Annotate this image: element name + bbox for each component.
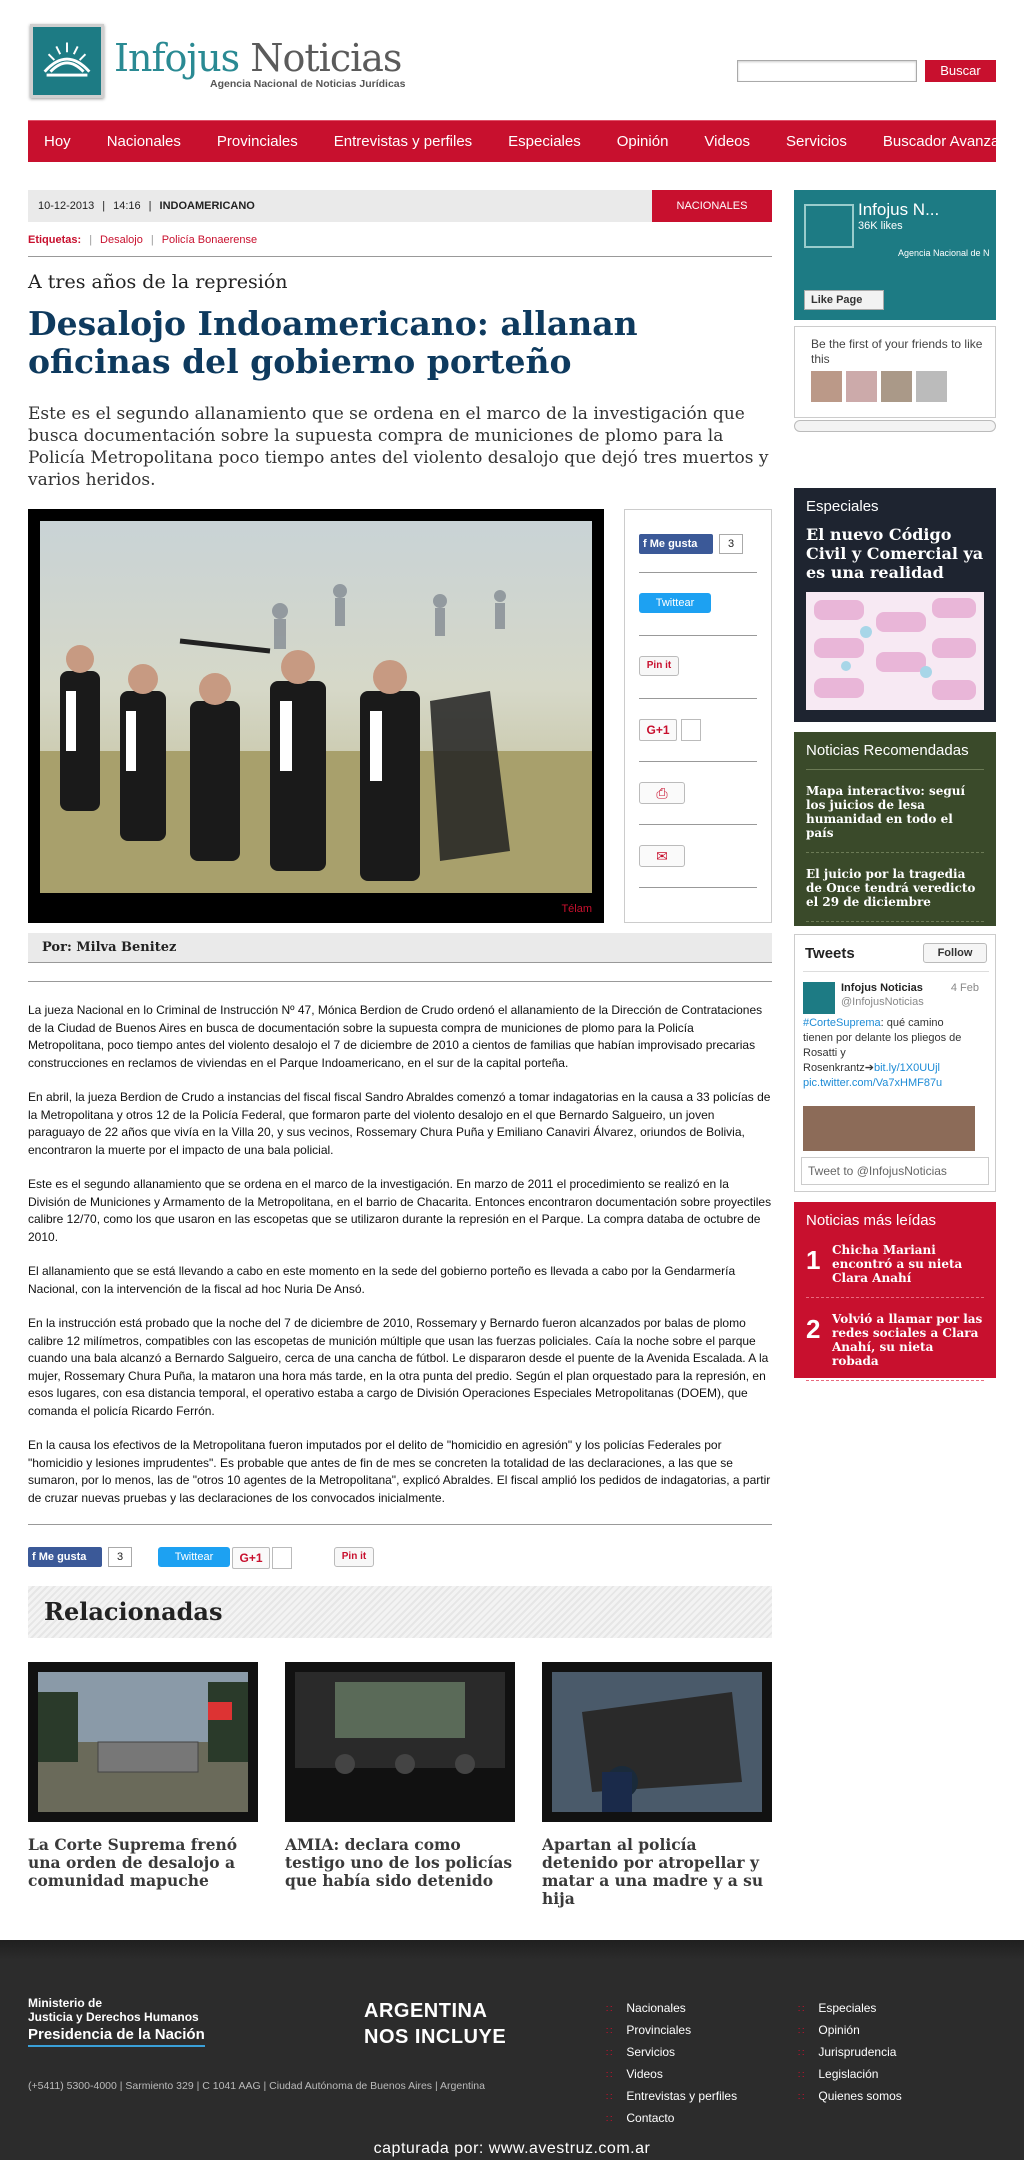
footer-gradient: [0, 1940, 1024, 1960]
footer-link[interactable]: ∷ Especiales: [798, 1998, 902, 2020]
nav-item-videos[interactable]: Videos: [704, 133, 751, 150]
especiales-image[interactable]: [806, 592, 984, 710]
fb-friends-text: Be the first of your friends to like this: [811, 337, 983, 366]
recomendada-link[interactable]: El juicio por la tragedia de Once tendrá veredicto el 29 de diciembre: [806, 867, 984, 922]
footer-link[interactable]: ∷ Quienes somos: [798, 2086, 902, 2108]
fb-banner-sub: Agencia Nacional de N: [898, 248, 990, 258]
tweet-date[interactable]: 4 Feb: [950, 982, 979, 994]
facebook-icon: f: [643, 538, 650, 550]
photo-credit: Télam: [561, 903, 592, 915]
article-time: 14:16: [113, 200, 141, 212]
tweet-list[interactable]: [803, 971, 989, 1151]
share-gplus: [639, 699, 757, 762]
footer-link[interactable]: ∷ Nacionales: [606, 1998, 737, 2020]
footer-link[interactable]: ∷ Entrevistas y perfiles: [606, 2086, 737, 2108]
article-body: [28, 981, 772, 1507]
facebook-icon: f: [32, 1551, 39, 1563]
logo-title[interactable]: [114, 36, 401, 80]
fb-like-label: Me gusta: [649, 538, 698, 550]
facebook-like-count: 3: [719, 534, 743, 554]
fb-page-avatar: [804, 204, 854, 248]
tweets-heading: Tweets: [805, 945, 855, 962]
especiales-box: [794, 488, 996, 722]
footer-link[interactable]: ∷ Legislación: [798, 2064, 902, 2086]
search-button[interactable]: Buscar: [925, 60, 996, 82]
share-email: [639, 825, 757, 888]
gplus-count-bottom: [272, 1547, 292, 1569]
sidebar: [794, 0, 996, 1400]
article-photo[interactable]: [40, 521, 592, 893]
article-paragraph: En la instrucción está probado que la noche del 7 de diciembre de 2010, Rossemary y Bernardo fueron alcanzados por balas de plomo calibre 12 milímetros, compatibles con las escopetas de munición múltiple que usan las fuerzas policiales. Caía la noche sobre el parque cuando una bala alcanzó a Bernardo Salgueiro, cerca de una cancha de fútbol. Le dispararon desde el puente de la Avenida Escalada. A la mujer, Rossemary Chura Puña, la mataron una hora más tarde, en la otra punta del predio. Según el plan orquestado para la represión, en esos lugares, con esa distancia temporal, el operativo estaba a cargo de División Operaciones Especiales Metropolitanas (DOEM), que comanda el policía Ricardo Ferrón.: [28, 1316, 769, 1418]
mas-leida-title[interactable]: Chicha Mariani encontró a su nieta Clara Anahí: [832, 1243, 963, 1285]
related-title[interactable]: AMIA: declara como testigo uno de los policías que había sido detenido: [285, 1835, 513, 1890]
avatar[interactable]: [881, 371, 912, 402]
gplus-button-bottom[interactable]: G+1: [232, 1547, 270, 1569]
nav-item-hoy[interactable]: Hoy: [44, 133, 71, 150]
printer-icon[interactable]: ⎙: [639, 782, 685, 804]
tags-label: Etiquetas:: [28, 234, 82, 246]
nav-item-nacionales[interactable]: Nacionales: [106, 133, 181, 150]
tweet-author-handle[interactable]: @InfojusNoticias: [841, 996, 924, 1008]
avatar[interactable]: [846, 371, 877, 402]
article-section[interactable]: INDOAMERICANO: [159, 200, 255, 212]
capture-credit: capturada por: www.avestruz.com.ar: [373, 2140, 651, 2157]
related-list: [28, 1662, 772, 1908]
tweet-hashtag[interactable]: #CorteSuprema: [803, 1017, 881, 1029]
logo-subtitle: Agencia Nacional de Noticias Jurídicas: [210, 78, 406, 90]
share-twitter: [639, 573, 757, 636]
article-media: [28, 509, 772, 923]
footer-ministry[interactable]: [28, 1996, 199, 2024]
facebook-like-button[interactable]: [639, 534, 713, 554]
category-badge[interactable]: NACIONALES: [652, 190, 772, 222]
footer-argentina-logo[interactable]: [364, 1998, 506, 2050]
footer-address: (+5411) 5300-4000 | Sarmiento 329 | C 1041 AAG | Ciudad Autónoma de Buenos Aires | Argentina: [28, 2080, 485, 2092]
nav-item-entrevistas[interactable]: Entrevistas y perfiles: [333, 133, 473, 150]
nav-item-buscador[interactable]: Buscador Avanzado: [882, 133, 1017, 150]
footer-link[interactable]: ∷ Jurisprudencia: [798, 2042, 902, 2064]
article-date: 10-12-2013: [38, 200, 95, 212]
recomendadas-box: [794, 732, 996, 926]
footer-links-col-1: [606, 1998, 737, 2130]
tweet-text: [803, 1016, 973, 1091]
site-footer: [0, 1940, 1024, 2160]
pinterest-button-bottom[interactable]: Pin it: [334, 1547, 374, 1567]
logo-name-a: Infojus: [114, 36, 240, 80]
fb-scrollbar[interactable]: [794, 420, 996, 432]
tweet-button-bottom[interactable]: Twittear: [158, 1547, 230, 1567]
pinterest-button[interactable]: Pin it: [639, 656, 679, 676]
envelope-icon[interactable]: ✉: [639, 845, 685, 867]
related-heading: Relacionadas: [28, 1586, 772, 1638]
especiales-title[interactable]: El nuevo Código Civil y Comercial ya es una realidad: [806, 525, 984, 582]
tweet-link[interactable]: bit.ly/1X0UUjl: [873, 1062, 940, 1074]
related-image[interactable]: [285, 1662, 515, 1822]
share-facebook: [639, 510, 757, 573]
recomendada-link[interactable]: Mapa interactivo: seguí los juicios de lesa humanidad en todo el país: [806, 784, 984, 853]
footer-link[interactable]: ∷ Provinciales: [606, 2020, 737, 2042]
tweet-compose-input[interactable]: Tweet to @InfojusNoticias: [801, 1157, 989, 1185]
mas-leida-item[interactable]: [806, 1243, 984, 1298]
related-card[interactable]: [28, 1662, 258, 1890]
share-print: [639, 762, 757, 825]
footer-links-col-2: [798, 1998, 902, 2108]
facebook-like-button-bottom[interactable]: [28, 1547, 102, 1567]
nav-item-opinion[interactable]: Opinión: [616, 133, 669, 150]
article-paragraph: En la causa los efectivos de la Metropolitana fueron imputados por el delito de "homicidio en agresión" y los policías Federales por "homicidio y lesiones imprudentes". Es probable que antes de fin de mes se concreten la totalidad de las declaraciones, a las que se sumaron, por lo menos, las de "otros 10 agentes de la Metropolitana", explicó Abraldes. El fiscal amplió los pedidos de indagatorias, a partir de cruzar nuevas pruebas y las declaraciones de los convocados inicialmente.: [28, 1438, 771, 1505]
facebook-page-widget[interactable]: [794, 190, 996, 320]
footer-presidencia[interactable]: Presidencia de la Nación: [28, 2026, 205, 2047]
article-author: Por: Milva Benitez: [28, 933, 772, 963]
article-paragraph: En abril, la jueza Berdion de Crudo a instancias del fiscal fiscal Sandro Abraldes comenzó a tomar indagatorias en la causa a 33 policías de la Metropolitana y otros 12 de la Policía Federal, que formaron parte del violento desalojo en el que Bernardo Salgueiro, un joven paraguayo de 22 años que vivía en la Villa 20, y sus vecinos, Rossemary Chura Puña y Emiliano Canaviri Álvarez, oriundos de Bolivia, encontraron la muerte por el impacto de una bala policial.: [28, 1090, 771, 1157]
related-title[interactable]: Apartan al policía detenido por atropellar y matar a una madre y a su hija: [542, 1835, 764, 1908]
twitter-follow-button[interactable]: Follow: [923, 943, 987, 963]
share-column: [624, 509, 772, 923]
fb-friends-box: [794, 326, 996, 418]
logo-name-b: Noticias: [239, 36, 402, 80]
article-meta-bar: 10-12-2013 | 14:16 | INDOAMERICANO NACIONALES: [28, 190, 772, 222]
tweet-pic-link[interactable]: pic.twitter.com/Va7xHMF87u: [803, 1077, 943, 1089]
arg-line-1: ARGENTINA: [364, 2000, 488, 2022]
related-image[interactable]: [28, 1662, 258, 1822]
footer-link[interactable]: ∷ Servicios: [606, 2042, 737, 2064]
avatar[interactable]: [803, 982, 835, 1014]
fb-page-likes: 36K likes: [858, 220, 903, 232]
tags-row: Etiquetas: | Desalojo | Policía Bonaerense: [28, 234, 772, 257]
photo-frame: [28, 509, 604, 923]
fb-like-page-button[interactable]: Like Page: [804, 290, 884, 310]
article-column: [28, 190, 772, 1908]
gplus-button[interactable]: G+1: [639, 719, 677, 741]
gplus-count: [681, 719, 701, 741]
infojus-logo-icon[interactable]: [30, 24, 104, 98]
tweet-image[interactable]: [803, 1106, 975, 1151]
facebook-like-count-bottom: 3: [108, 1547, 132, 1567]
tweet-author-name[interactable]: Infojus Noticias: [841, 982, 923, 994]
mas-leida-rank: 1: [806, 1245, 821, 1275]
avatar[interactable]: [811, 371, 842, 402]
footer-link[interactable]: ∷ Opinión: [798, 2020, 902, 2042]
fb-friends-avatars: [811, 371, 947, 402]
article-paragraph: Este es el segundo allanamiento que se ordena en el marco de la investigación. En marzo de 2011 el procedimiento se realizó en la División de Municiones y Armamento de la Metropolitana, en el barrio de Chacarita. Entonces encontraron documentación sobre proyectiles calibre 12/70, como los que usaron en las escopetas que se utilizaron durante la represión en el Parque. La compra databa de octubre de 2010.: [28, 1177, 772, 1244]
article-headline: Desalojo Indoamericano: allanan oficinas del gobierno porteño: [28, 304, 638, 381]
nav-item-provinciales[interactable]: Provinciales: [216, 133, 298, 150]
related-image[interactable]: [542, 1662, 772, 1822]
ministry-line-2: Justicia y Derechos Humanos: [28, 2010, 199, 2024]
share-pinterest: [639, 636, 757, 699]
tweet-button[interactable]: Twittear: [639, 593, 711, 613]
nav-item-servicios[interactable]: Servicios: [786, 133, 847, 150]
especiales-heading[interactable]: Especiales: [806, 498, 879, 515]
tag-link[interactable]: Policía Bonaerense: [161, 234, 258, 246]
nav-item-especiales[interactable]: Especiales: [508, 133, 581, 150]
related-card[interactable]: [285, 1662, 515, 1890]
fb-page-name[interactable]: Infojus N...: [858, 200, 940, 219]
avatar[interactable]: [916, 371, 947, 402]
related-title[interactable]: La Corte Suprema frenó una orden de desalojo a comunidad mapuche: [28, 1835, 238, 1890]
recomendadas-heading: Noticias Recomendadas: [806, 742, 984, 770]
tweets-widget: [794, 934, 996, 1192]
fb-like-label: Me gusta: [38, 1551, 87, 1563]
mas-leida-item[interactable]: [806, 1312, 984, 1381]
bottom-share-bar: [28, 1524, 772, 1580]
article-paragraph: La jueza Nacional en lo Criminal de Instrucción Nº 47, Mónica Berdion de Crudo ordenó el allanamiento de la Dirección de Contrataciones de la Ciudad de Buenos Aires en busca de documentación sobre la supuesta compra de municiones de plomo para la Policía Metropolitana, poco tiempo antes del violento desalojo el 7 de diciembre de 2010 a cientos de familias que habían improvisado precarias construcciones en reclamos de viviendas en el Parque Indoamericano, en el sur de la capital porteña.: [28, 1003, 763, 1070]
tag-link[interactable]: Desalojo: [100, 234, 143, 246]
mas-leida-rank: 2: [806, 1314, 821, 1344]
arg-line-2: NOS INCLUYE: [364, 2026, 507, 2048]
mas-leida-title[interactable]: Volvió a llamar por las redes sociales a Clara Anahí, su nieta robada: [832, 1312, 983, 1368]
article-lead: Este es el segundo allanamiento que se ordena en el marco de la investigación que busca documentación sobre la supuesta compra de municiones de plomo para la Policía Metropolitana poco tiempo antes del violento desalojo que dejó tres muertos y varios heridos.: [28, 404, 769, 490]
footer-link[interactable]: ∷ Videos: [606, 2064, 737, 2086]
tweet-body: : qué camino tienen por delante los pliegos de Rosatti y Rosenkrantz➔: [803, 1017, 962, 1074]
footer-link[interactable]: ∷ Contacto: [606, 2108, 737, 2130]
ministry-line-1: Ministerio de: [28, 1996, 103, 2010]
mas-leidas-box: [794, 1202, 996, 1378]
article-paragraph: El allanamiento que se está llevando a cabo en este momento en la sede del gobierno porteño es llevada a cabo por la Gendarmería Nacional, con la intervención de la fiscal ad hoc Nuria De Ansó.: [28, 1264, 736, 1296]
article-kicker: A tres años de la represión: [28, 271, 288, 293]
mas-leidas-heading: Noticias más leídas: [806, 1212, 937, 1229]
related-card[interactable]: [542, 1662, 772, 1908]
